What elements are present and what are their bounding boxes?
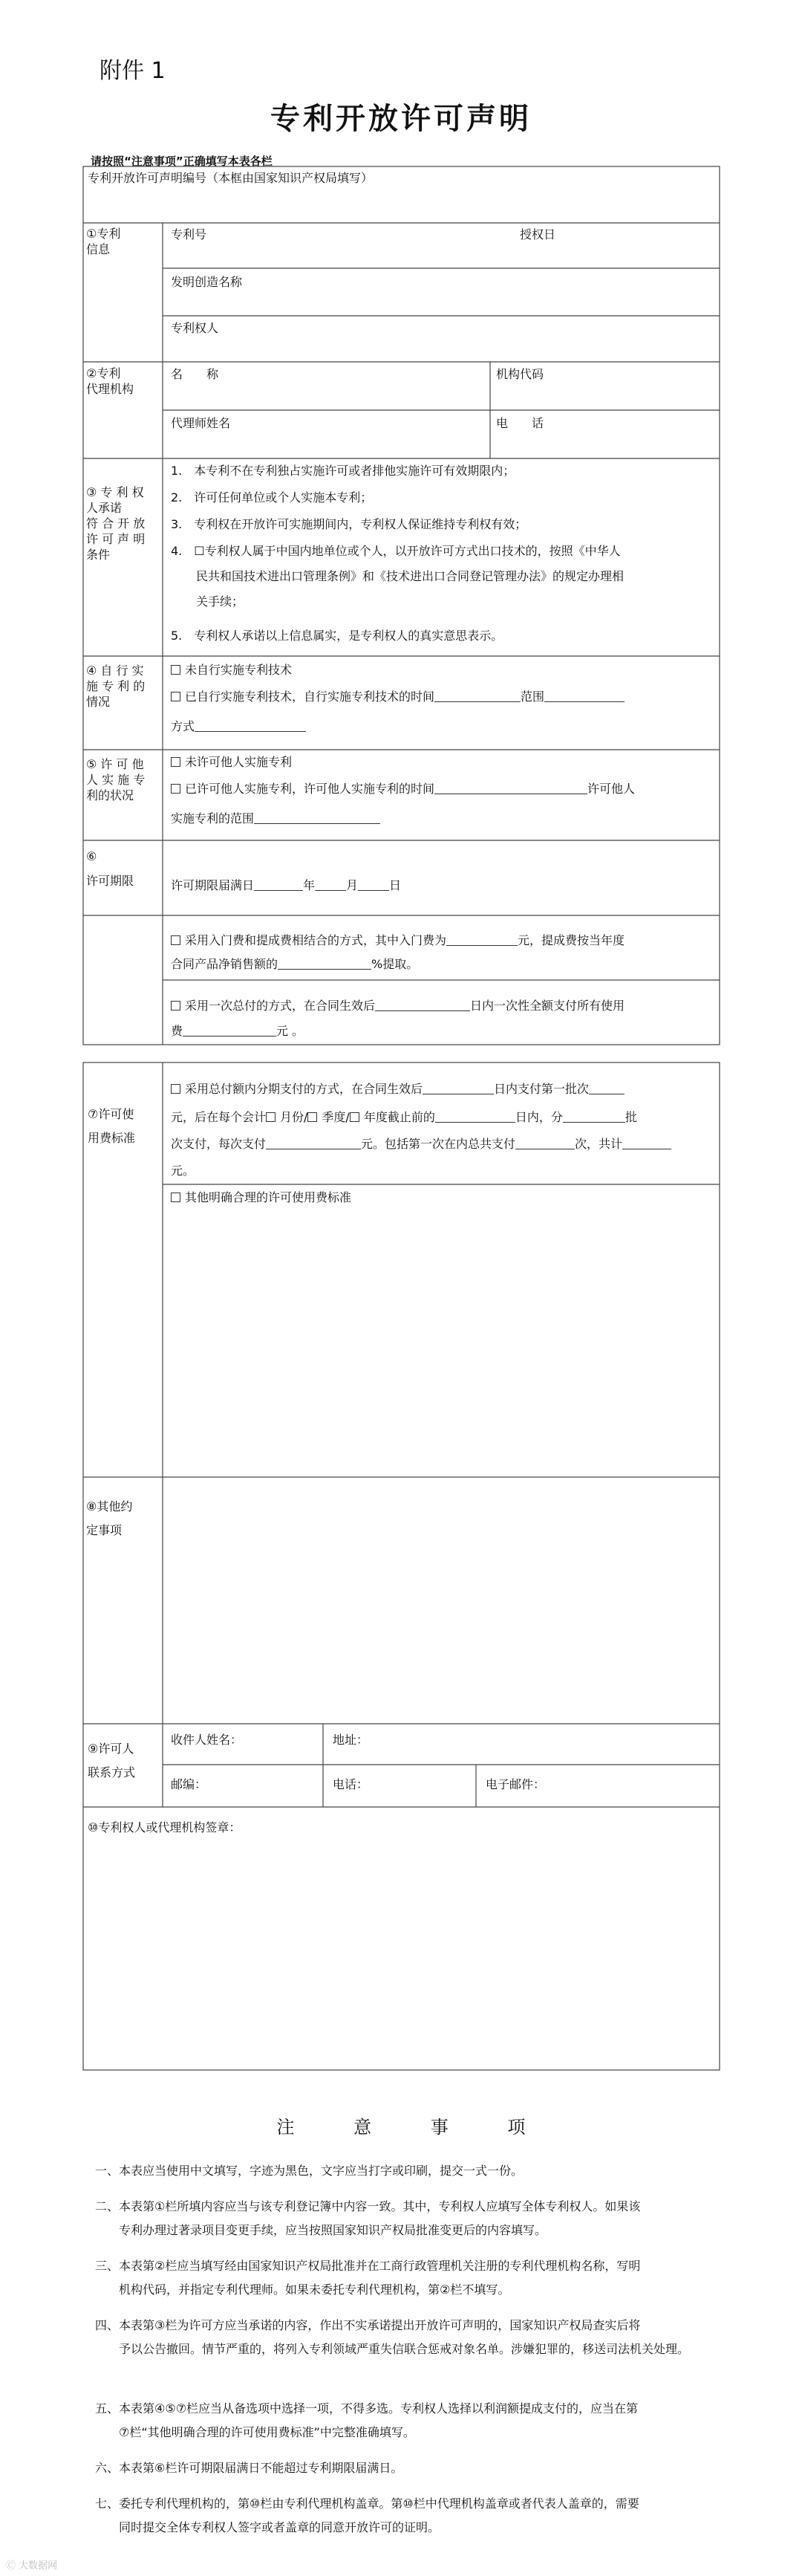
fee-option-installments-total: 元。 xyxy=(171,1164,195,1178)
section9-label-line: 联系方式 xyxy=(88,1765,136,1779)
section3-label-line: 人承诺 xyxy=(86,501,123,515)
section8-label-line: 定事项 xyxy=(86,1523,123,1537)
notes-title: 注 意 事 项 xyxy=(276,2117,552,2138)
section8-label xyxy=(86,1495,132,1542)
invention-name-field[interactable]: 发明创造名称 xyxy=(171,275,243,289)
checkbox-icon[interactable] xyxy=(171,784,180,794)
recipient-name-field[interactable]: 收件人姓名： xyxy=(171,1733,243,1747)
commitment-item: 1. 本专利不在专利独占实施许可或者排他实施许可有效期限内； xyxy=(171,464,515,478)
checkbox-icon[interactable] xyxy=(171,1193,180,1202)
note-item: 七、委托专利代理机构的，第⑩栏由专利代理机构盖章。第⑩栏中代理机构盖章或者代表人盖章的，需要 同时提交全体专利权人签字或者盖章的同意开放许可的证明。 xyxy=(95,2496,639,2534)
agency-name-field[interactable]: 名 称 xyxy=(171,367,219,381)
note-item: 一、本表应当使用中文填写，字迹为黑色，文字应当打字或印刷，提交一式一份。 xyxy=(95,2164,524,2178)
self-implement-method[interactable]: 方式 xyxy=(171,719,306,734)
fee-option-entry-royalty[interactable]: 采用入门费和提成费相结合的方式，其中入门费为 元，提成费按当年度 xyxy=(171,933,625,948)
fee-option-lump-sum[interactable]: 采用一次总付的方式，在合同生效后 日内一次性全额支付所有使用 xyxy=(171,999,625,1013)
email-field[interactable]: 电子邮件： xyxy=(486,1777,546,1791)
note-item: 二、本表第①栏所填内容应当与该专利登记簿中内容一致。其中，专利权人应填写全体专利权人。如果该 专利办理过著录项目变更手续，应当按照国家知识产权局批准变更后的内容填写。 xyxy=(95,2199,641,2237)
section3-label-line: ③ 专 利 权 xyxy=(86,485,144,499)
watermark: Ⓒ 大数据网 xyxy=(6,2560,58,2572)
section4-label-line: 施 专 利 的 xyxy=(86,679,146,693)
section7-label xyxy=(88,1103,135,1150)
fee-option-lump-sum-amount[interactable]: 费 元 。 xyxy=(171,1024,304,1038)
note-item: 六、本表第⑥栏许可期限届满日不能超过专利期限届满日。 xyxy=(95,2461,403,2475)
section1-label-line: 信息 xyxy=(86,242,111,256)
section6-label-line: ⑥ xyxy=(86,849,97,863)
section6-label xyxy=(86,849,134,889)
fee-option-installments-period[interactable]: 元，后在每个会计 月份/ 季度/ 年度截止前的 日内，分 批 xyxy=(171,1110,637,1124)
commitment-item[interactable]: 4. ☐专利权人属于中国内地单位或个人，以开放许可方式出口技术的，按照《中华人 xyxy=(171,544,621,558)
checkbox-icon[interactable] xyxy=(266,1112,276,1122)
address-field[interactable]: 地址： xyxy=(333,1733,369,1747)
checkbox-icon[interactable] xyxy=(171,757,180,767)
license-others-option-none[interactable]: 未许可他人实施专利 xyxy=(171,755,292,770)
checkbox-icon[interactable] xyxy=(307,1112,317,1122)
fee-option-installments-amount[interactable]: 次支付，每次支付 元。包括第一次在内总共支付 次，共计 xyxy=(171,1137,671,1152)
page-title: 专利开放许可声明 xyxy=(270,102,532,136)
note-item: 三、本表第②栏应当填写经由国家知识产权局批准并在工商行政管理机关注册的专利代理机构名称，写明 机构代码，并指定专利代理师。如果未委托专利代理机构，第②栏不填写。 xyxy=(95,2259,641,2297)
section1-label xyxy=(86,226,120,257)
signature-area[interactable] xyxy=(84,1843,719,2069)
section4-label-line: 情况 xyxy=(86,695,111,709)
section7-label-line: ⑦许可使 xyxy=(88,1107,134,1121)
section5-label xyxy=(86,756,160,803)
license-others-option-yes[interactable]: 已许可他人实施专利，许可他人实施专利的时间 许可他人 xyxy=(171,782,635,797)
checkbox-icon[interactable] xyxy=(350,1112,359,1122)
section6-label-line: 许可期限 xyxy=(86,874,134,888)
section7-label-line: 用费标准 xyxy=(88,1131,136,1145)
other-terms-input-area[interactable] xyxy=(163,1478,719,1723)
section2-label-line: 代理机构 xyxy=(86,382,134,396)
section4-label-line: ④ 自 行 实 xyxy=(86,664,144,678)
section3-label xyxy=(86,484,160,562)
form-instruction: 请按照“注意事项”正确填写本表各栏 xyxy=(91,155,273,168)
section8-label-line: ⑧其他约 xyxy=(86,1499,133,1514)
section9-label-line: ⑨许可人 xyxy=(88,1742,134,1756)
fee-option-installments[interactable]: 采用总付额内分期支付的方式，在合同生效后 日内支付第一批次 xyxy=(171,1082,625,1097)
note-item: 五、本表第④⑤⑦栏应当从备选项中选择一项，不得多选。专利权人选择以利润额提成支付的，应当在第 ⑦栏“其他明确合理的许可使用费标准”中完整准确填写。 xyxy=(95,2401,639,2439)
license-others-scope[interactable]: 实施专利的范围 xyxy=(171,811,380,826)
agent-name-field[interactable]: 代理师姓名 xyxy=(171,416,231,430)
section1-label-line: ①专利 xyxy=(86,227,121,241)
note-item: 四、本表第③栏为许可方应当承诺的内容，作出不实承诺提出开放许可声明的，国家知识产权局查实后将 予以公告撤回。情节严重的，将列入专利领域严重失信联合惩戒对象名单。涉嫌犯罪的，移送司法机关处理。 xyxy=(95,2318,690,2356)
fee-option-other[interactable]: 其他明确合理的许可使用费标准 xyxy=(171,1190,351,1205)
section3-label-line: 符 合 开 放 xyxy=(86,516,146,531)
signature-label: ⑩专利权人或代理机构签章： xyxy=(88,1820,241,1834)
section2-label xyxy=(86,366,134,397)
attachment-label: 附件 1 xyxy=(100,58,166,84)
self-implement-option-yes[interactable]: 已自行实施专利技术，自行实施专利技术的时间 范围 xyxy=(171,690,625,704)
section4-label xyxy=(86,663,160,710)
checkbox-icon[interactable] xyxy=(171,1001,180,1010)
section5-label-line: 人 实 施 专 xyxy=(86,773,146,787)
agency-phone-field[interactable]: 电 话 xyxy=(496,416,544,430)
section5-label-line: ⑤ 许 可 他 xyxy=(86,757,144,771)
license-expiry-field[interactable]: 许可期限届满日 年 月 日 xyxy=(171,878,402,892)
commitment-item: 3. 专利权在开放许可实施期间内，专利权人保证维持专利权有效； xyxy=(171,517,527,531)
commitment-item: 5. 专利权人承诺以上信息属实，是专利权人的真实意思表示。 xyxy=(171,629,503,643)
patent-number-field[interactable]: 专利号 xyxy=(171,227,207,241)
patentee-field[interactable]: 专利权人 xyxy=(171,321,219,335)
commitment-item: 关手续； xyxy=(196,594,244,609)
commitment-item: 民共和国技术进出口管理条例》和《技术进出口合同登记管理办法》的规定办理相 xyxy=(196,569,625,583)
form-number-label: 专利开放许可声明编号（本框由国家知识产权局填写） xyxy=(88,171,374,185)
section3-label-line: 条件 xyxy=(86,548,111,562)
self-implement-option-none[interactable]: 未自行实施专利技术 xyxy=(171,663,292,678)
grant-date-field[interactable]: 授权日 xyxy=(520,227,556,241)
section5-label-line: 利的状况 xyxy=(86,788,134,802)
postcode-field[interactable]: 邮编： xyxy=(171,1777,207,1791)
checkbox-icon[interactable] xyxy=(171,665,180,675)
fee-option-entry-royalty-rate[interactable]: 合同产品净销售额的 %提取。 xyxy=(171,957,419,971)
section3-label-line: 许 可 声 明 xyxy=(86,532,146,546)
checkbox-icon[interactable] xyxy=(171,692,180,701)
agency-code-field[interactable]: 机构代码 xyxy=(496,367,544,381)
checkbox-icon[interactable] xyxy=(171,935,180,945)
checkbox-icon[interactable] xyxy=(171,1084,180,1094)
section2-label-line: ②专利 xyxy=(86,366,121,380)
contact-phone-field[interactable]: 电话： xyxy=(333,1777,369,1791)
commitment-item: 2. 许可任何单位或个人实施本专利； xyxy=(171,490,373,505)
section9-label xyxy=(88,1737,135,1785)
